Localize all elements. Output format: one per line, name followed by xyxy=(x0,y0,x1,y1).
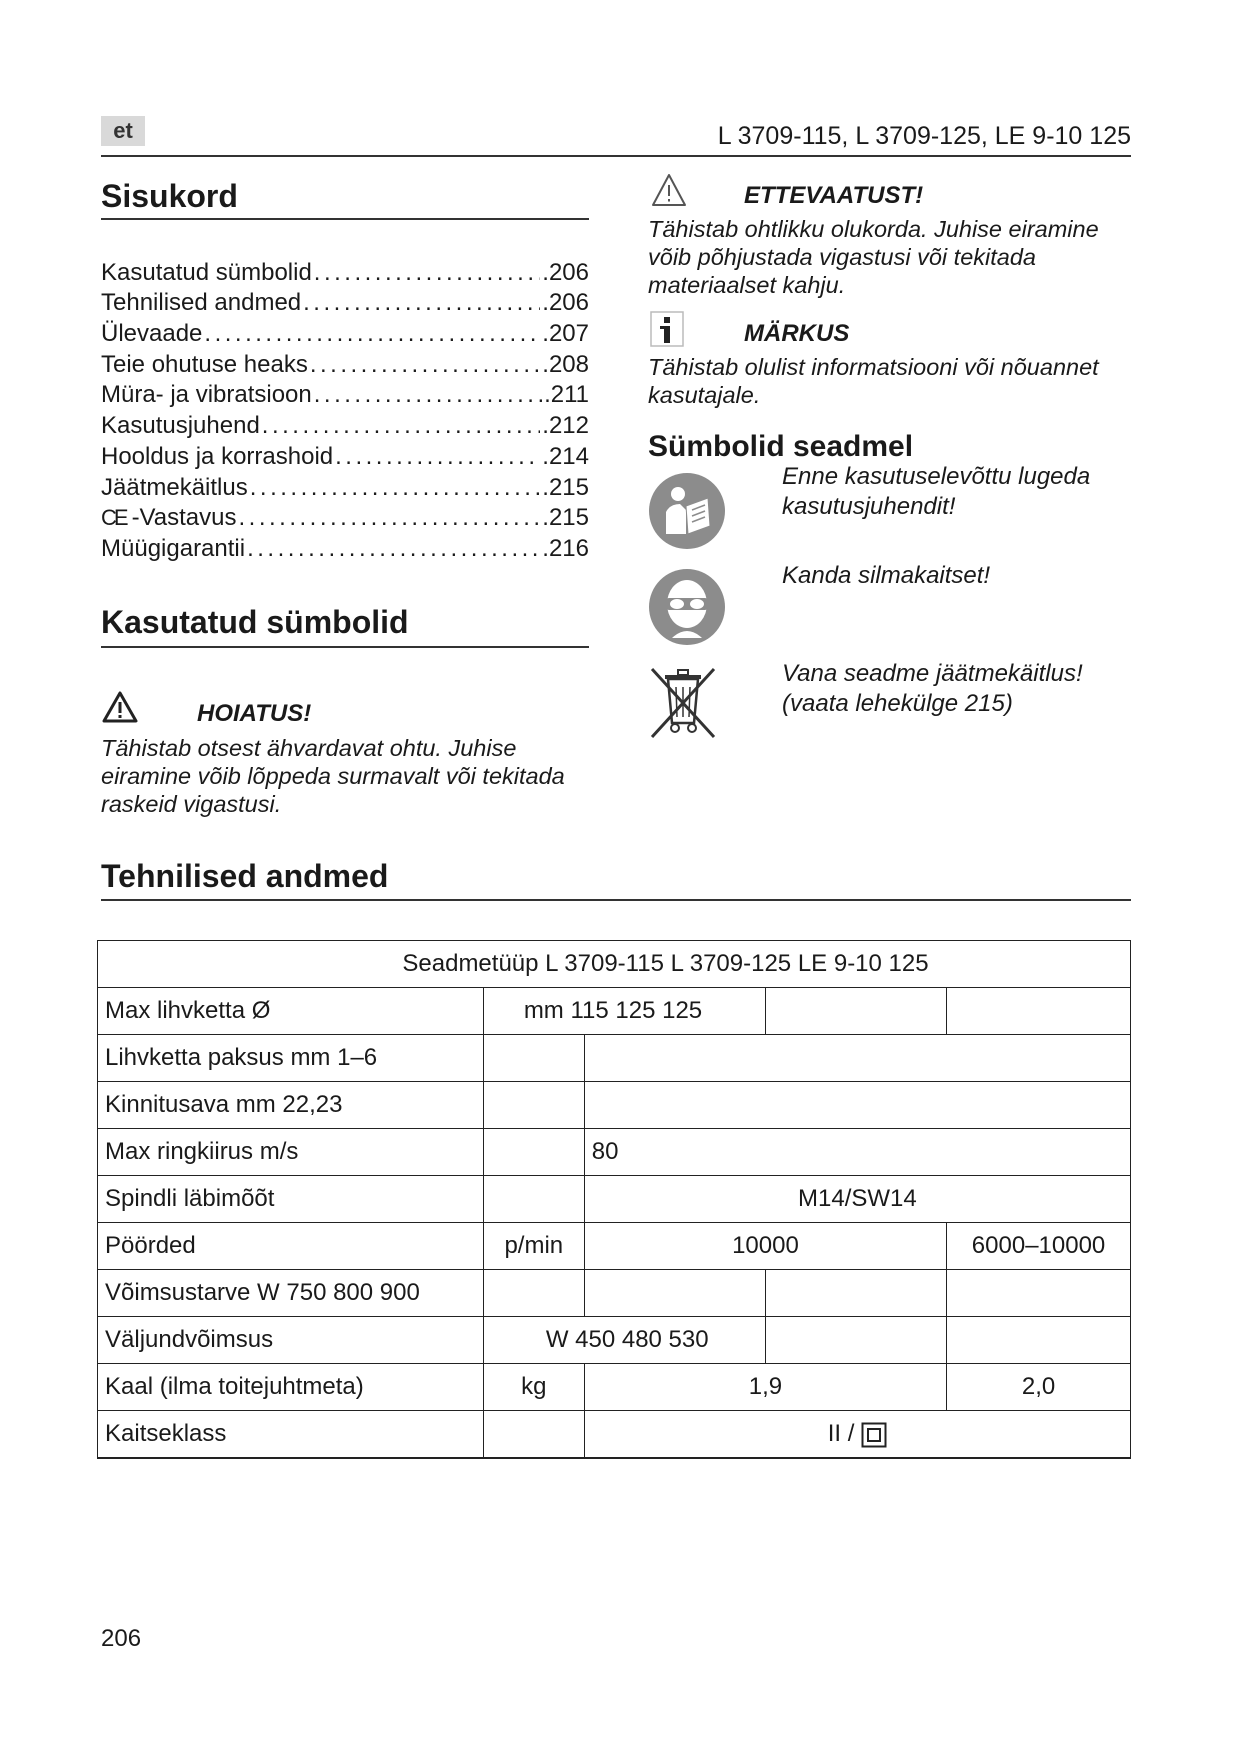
row-label: Lihvketta paksus mm 1–6 xyxy=(98,1035,484,1082)
language-tag: et xyxy=(101,116,145,146)
table-row xyxy=(98,988,1131,1035)
note-title: MÄRKUS xyxy=(744,320,850,347)
table-row xyxy=(98,1176,1131,1223)
warning-triangle-icon xyxy=(101,690,139,724)
note-text: Tähistab olulist informatsiooni või nõuannet kasutajale. xyxy=(648,354,1099,408)
row-label: Spindli läbimõõt xyxy=(98,1176,484,1223)
row-label: Pöörded xyxy=(98,1223,484,1270)
caution-text: Tähistab ohtlikku olukorda. Juhise eiramine võib põhjustada vigastusi või tekitada materiaalset kahju. xyxy=(648,216,1099,298)
row-value: 1,9 xyxy=(584,1364,946,1411)
device-type-header: Seadmetüüp L 3709-115 L 3709-125 LE 9-10 125 xyxy=(98,941,1131,988)
symbols-section-title: Kasutatud sümbolid xyxy=(101,604,409,640)
toc-item[interactable]: Tehnilised andmed ..... .206 xyxy=(101,287,589,318)
caution-triangle-icon xyxy=(650,172,688,208)
double-insulation-icon xyxy=(861,1422,887,1448)
row-label: Võimsustarve W 750 800 900 xyxy=(98,1270,484,1317)
eye-protection-icon xyxy=(648,568,726,646)
ce-mark-icon: CE xyxy=(101,505,126,531)
tech-data-table xyxy=(97,940,1131,1459)
row-value: M14/SW14 xyxy=(584,1176,1130,1223)
table-row xyxy=(98,1270,1131,1317)
toc-item[interactable]: Müra- ja vibratsioon ..... .211 xyxy=(101,379,589,410)
row-value: 6000–10000 xyxy=(947,1223,1131,1270)
read-manual-icon xyxy=(648,472,726,550)
page-number: 206 xyxy=(101,1625,142,1652)
toc-item[interactable]: Kasutusjuhend ..... .212 xyxy=(101,409,589,440)
row-unit: p/min xyxy=(483,1223,584,1270)
disposal-bin-icon xyxy=(648,665,718,741)
toc-item[interactable]: Teie ohutuse heaks ..... .208 xyxy=(101,348,589,379)
row-value: 10000 xyxy=(584,1223,946,1270)
toc-rule xyxy=(101,218,589,220)
table-row xyxy=(98,1082,1131,1129)
table-row xyxy=(98,1317,1131,1364)
info-icon xyxy=(650,311,684,347)
row-label: Max ringkiirus m/s xyxy=(98,1129,484,1176)
symbols-rule xyxy=(101,646,589,648)
header-rule xyxy=(101,155,1131,157)
row-label: Väljundvõimsus xyxy=(98,1317,484,1364)
toc-item[interactable]: Jäätmekäitlus ..... .215 xyxy=(101,471,589,502)
eye-protection-text: Kanda silmakaitset! xyxy=(782,562,991,589)
disposal-text: Vana seadme jäätmekäitlus! (vaata lehekülge 215) xyxy=(782,660,1083,717)
row-values: W 450 480 530 xyxy=(483,1317,765,1364)
row-label: Kaitseklass xyxy=(98,1411,484,1459)
table-row xyxy=(98,1035,1131,1082)
device-symbols-title: Sümbolid seadmel xyxy=(648,430,914,463)
row-value: II / xyxy=(827,1420,855,1447)
toc-item[interactable]: Kasutatud sümbolid ..... .206 xyxy=(101,256,589,287)
caution-title: ETTEVAATUST! xyxy=(744,182,924,209)
row-label: Max lihvketta Ø xyxy=(98,988,484,1035)
table-of-contents xyxy=(101,256,589,563)
row-unit: kg xyxy=(483,1364,584,1411)
row-label: Kaal (ilma toitejuhtmeta) xyxy=(98,1364,484,1411)
toc-item[interactable]: Hooldus ja korrashoid ..... .214 xyxy=(101,440,589,471)
toc-item[interactable]: Müügigarantii ..... .216 xyxy=(101,532,589,563)
toc-title: Sisukord xyxy=(101,178,238,214)
table-row xyxy=(98,941,1131,988)
row-value: 2,0 xyxy=(947,1364,1131,1411)
tech-rule xyxy=(101,899,1131,901)
table-row xyxy=(98,1411,1131,1459)
tech-section-title: Tehnilised andmed xyxy=(101,858,389,894)
warning-title: HOIATUS! xyxy=(197,700,312,727)
table-row xyxy=(98,1129,1131,1176)
warning-text: Tähistab otsest ähvardavat ohtu. Juhise eiramine võib lõppeda surmavalt või tekitada raskeid vigastusi. xyxy=(101,735,565,817)
row-values: mm 115 125 125 xyxy=(483,988,765,1035)
toc-item[interactable]: Ülevaade ..... .207 xyxy=(101,317,589,348)
table-row xyxy=(98,1364,1131,1411)
table-row xyxy=(98,1223,1131,1270)
read-manual-text: Enne kasutuselevõttu lugeda kasutusjuhendit! xyxy=(782,463,1091,520)
model-header: L 3709-115, L 3709-125, LE 9-10 125 xyxy=(717,122,1131,150)
row-label: Kinnitusava mm 22,23 xyxy=(98,1082,484,1129)
toc-item[interactable]: CE -Vastavus ..... .215 xyxy=(101,502,589,533)
row-value: 80 xyxy=(584,1129,1130,1176)
